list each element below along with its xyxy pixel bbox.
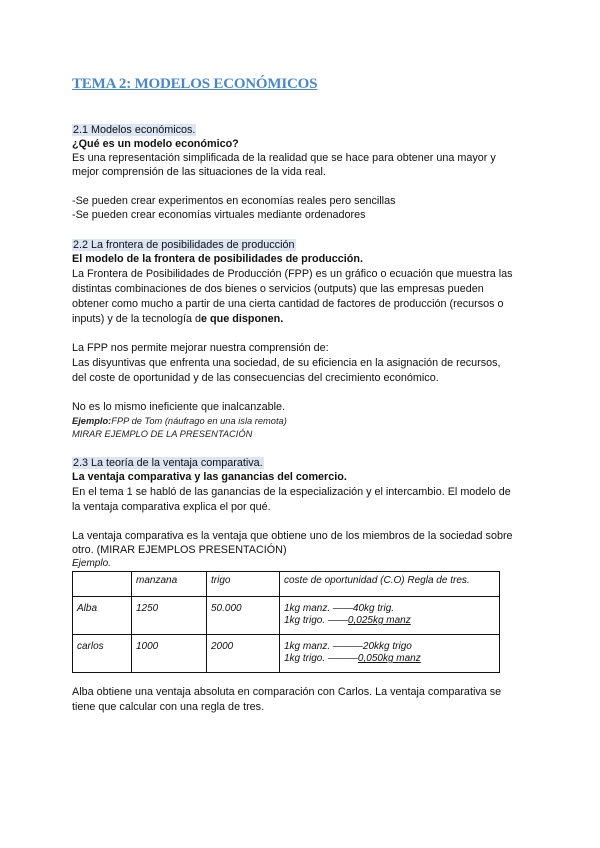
table-row [73,597,500,635]
section-heading-2-1: 2.1 Modelos económicos. [73,124,196,136]
paragraph-line: Las disyuntivas que enfrenta una sociedad, de su eficiencia en la asignación de recursos, [72,357,501,369]
example-line: Ejemplo:FPP de Tom (náufrago en una isla remota) [72,416,287,426]
paragraph-line: mejor comprensión de las situaciones de la vida real. [72,166,326,178]
table-cell: 1250 [132,597,207,635]
paragraph-line: La ventaja comparativa es la ventaja que obtiene uno de los miembros de la sociedad sobre [72,530,513,542]
page-title: TEMA 2: MODELOS ECONÓMICOS [72,76,318,92]
table-header-cell: trigo [207,572,280,597]
paragraph-line: Es una representación simplificada de la realidad que se hace para obtener una mayor y [72,152,496,164]
paragraph-line: tiene que calcular con una regla de tres. [72,701,265,713]
section-heading-2-2: 2.2 La frontera de posibilidades de producción [73,239,295,251]
paragraph-line: la ventaja comparativa explica el por qué. [72,501,271,513]
table-row [73,635,500,673]
example-note: MIRAR EJEMPLO DE LA PRESENTACIÓN [72,429,253,439]
subheading-fpp: El modelo de la frontera de posibilidades de producción. [72,253,363,265]
comparative-table [72,571,500,673]
subheading-ventaja: La ventaja comparativa y las ganancias del comercio. [72,471,347,483]
table-cell: 1kg manz. ——40kg trig. 1kg trigo. ——0,025kg manz [280,597,500,635]
question-modelo: ¿Qué es un modelo económico? [72,138,239,150]
paragraph-line: distintas combinaciones de dos bienes o servicios (outputs) que las empresas pueden [72,283,484,295]
paragraph-line: La Frontera de Posibilidades de Producción (FPP) es un gráfico o ecuación que muestra las [72,268,513,280]
table-cell: 1kg manz. ———20kkg trigo 1kg trigo. ———0,050kg manz [280,635,500,673]
paragraph-line: Alba obtiene una ventaja absoluta en comparación con Carlos. La ventaja comparativa se [72,686,502,698]
table-header-row [73,572,500,597]
bullet-line: -Se pueden crear experimentos en economías reales pero sencillas [72,195,396,207]
table-cell: 50.000 [207,597,280,635]
paragraph-line: En el tema 1 se habló de las ganancias de la especialización y el intercambio. El modelo de [72,486,511,498]
table-header-cell: manzana [132,572,207,597]
example-label: Ejemplo. [72,558,111,569]
paragraph-line: otro. (MIRAR EJEMPLOS PRESENTACIÓN) [72,544,287,556]
paragraph-line: obtener como mucho a partir de una cierta cantidad de factores de producción (recursos o [72,298,504,310]
table-header-cell [73,572,132,597]
table-cell: 2000 [207,635,280,673]
bullet-line: -Se pueden crear economías virtuales mediante ordenadores [72,209,366,221]
table-cell: Alba [73,597,132,635]
table-cell: carlos [73,635,132,673]
paragraph-line: La FPP nos permite mejorar nuestra comprensión de: [72,342,329,354]
section-heading-2-3: 2.3 La teoría de la ventaja comparativa. [73,457,263,469]
paragraph-line: inputs) y de la tecnología de que disponen. [72,313,284,325]
paragraph-line: No es lo mismo ineficiente que inalcanzable. [72,401,286,413]
table-cell: 1000 [132,635,207,673]
table-header-cell: coste de oportunidad (C.O) Regla de tres. [280,572,500,597]
paragraph-line: del coste de oportunidad y de las consecuencias del crecimiento económico. [72,372,439,384]
